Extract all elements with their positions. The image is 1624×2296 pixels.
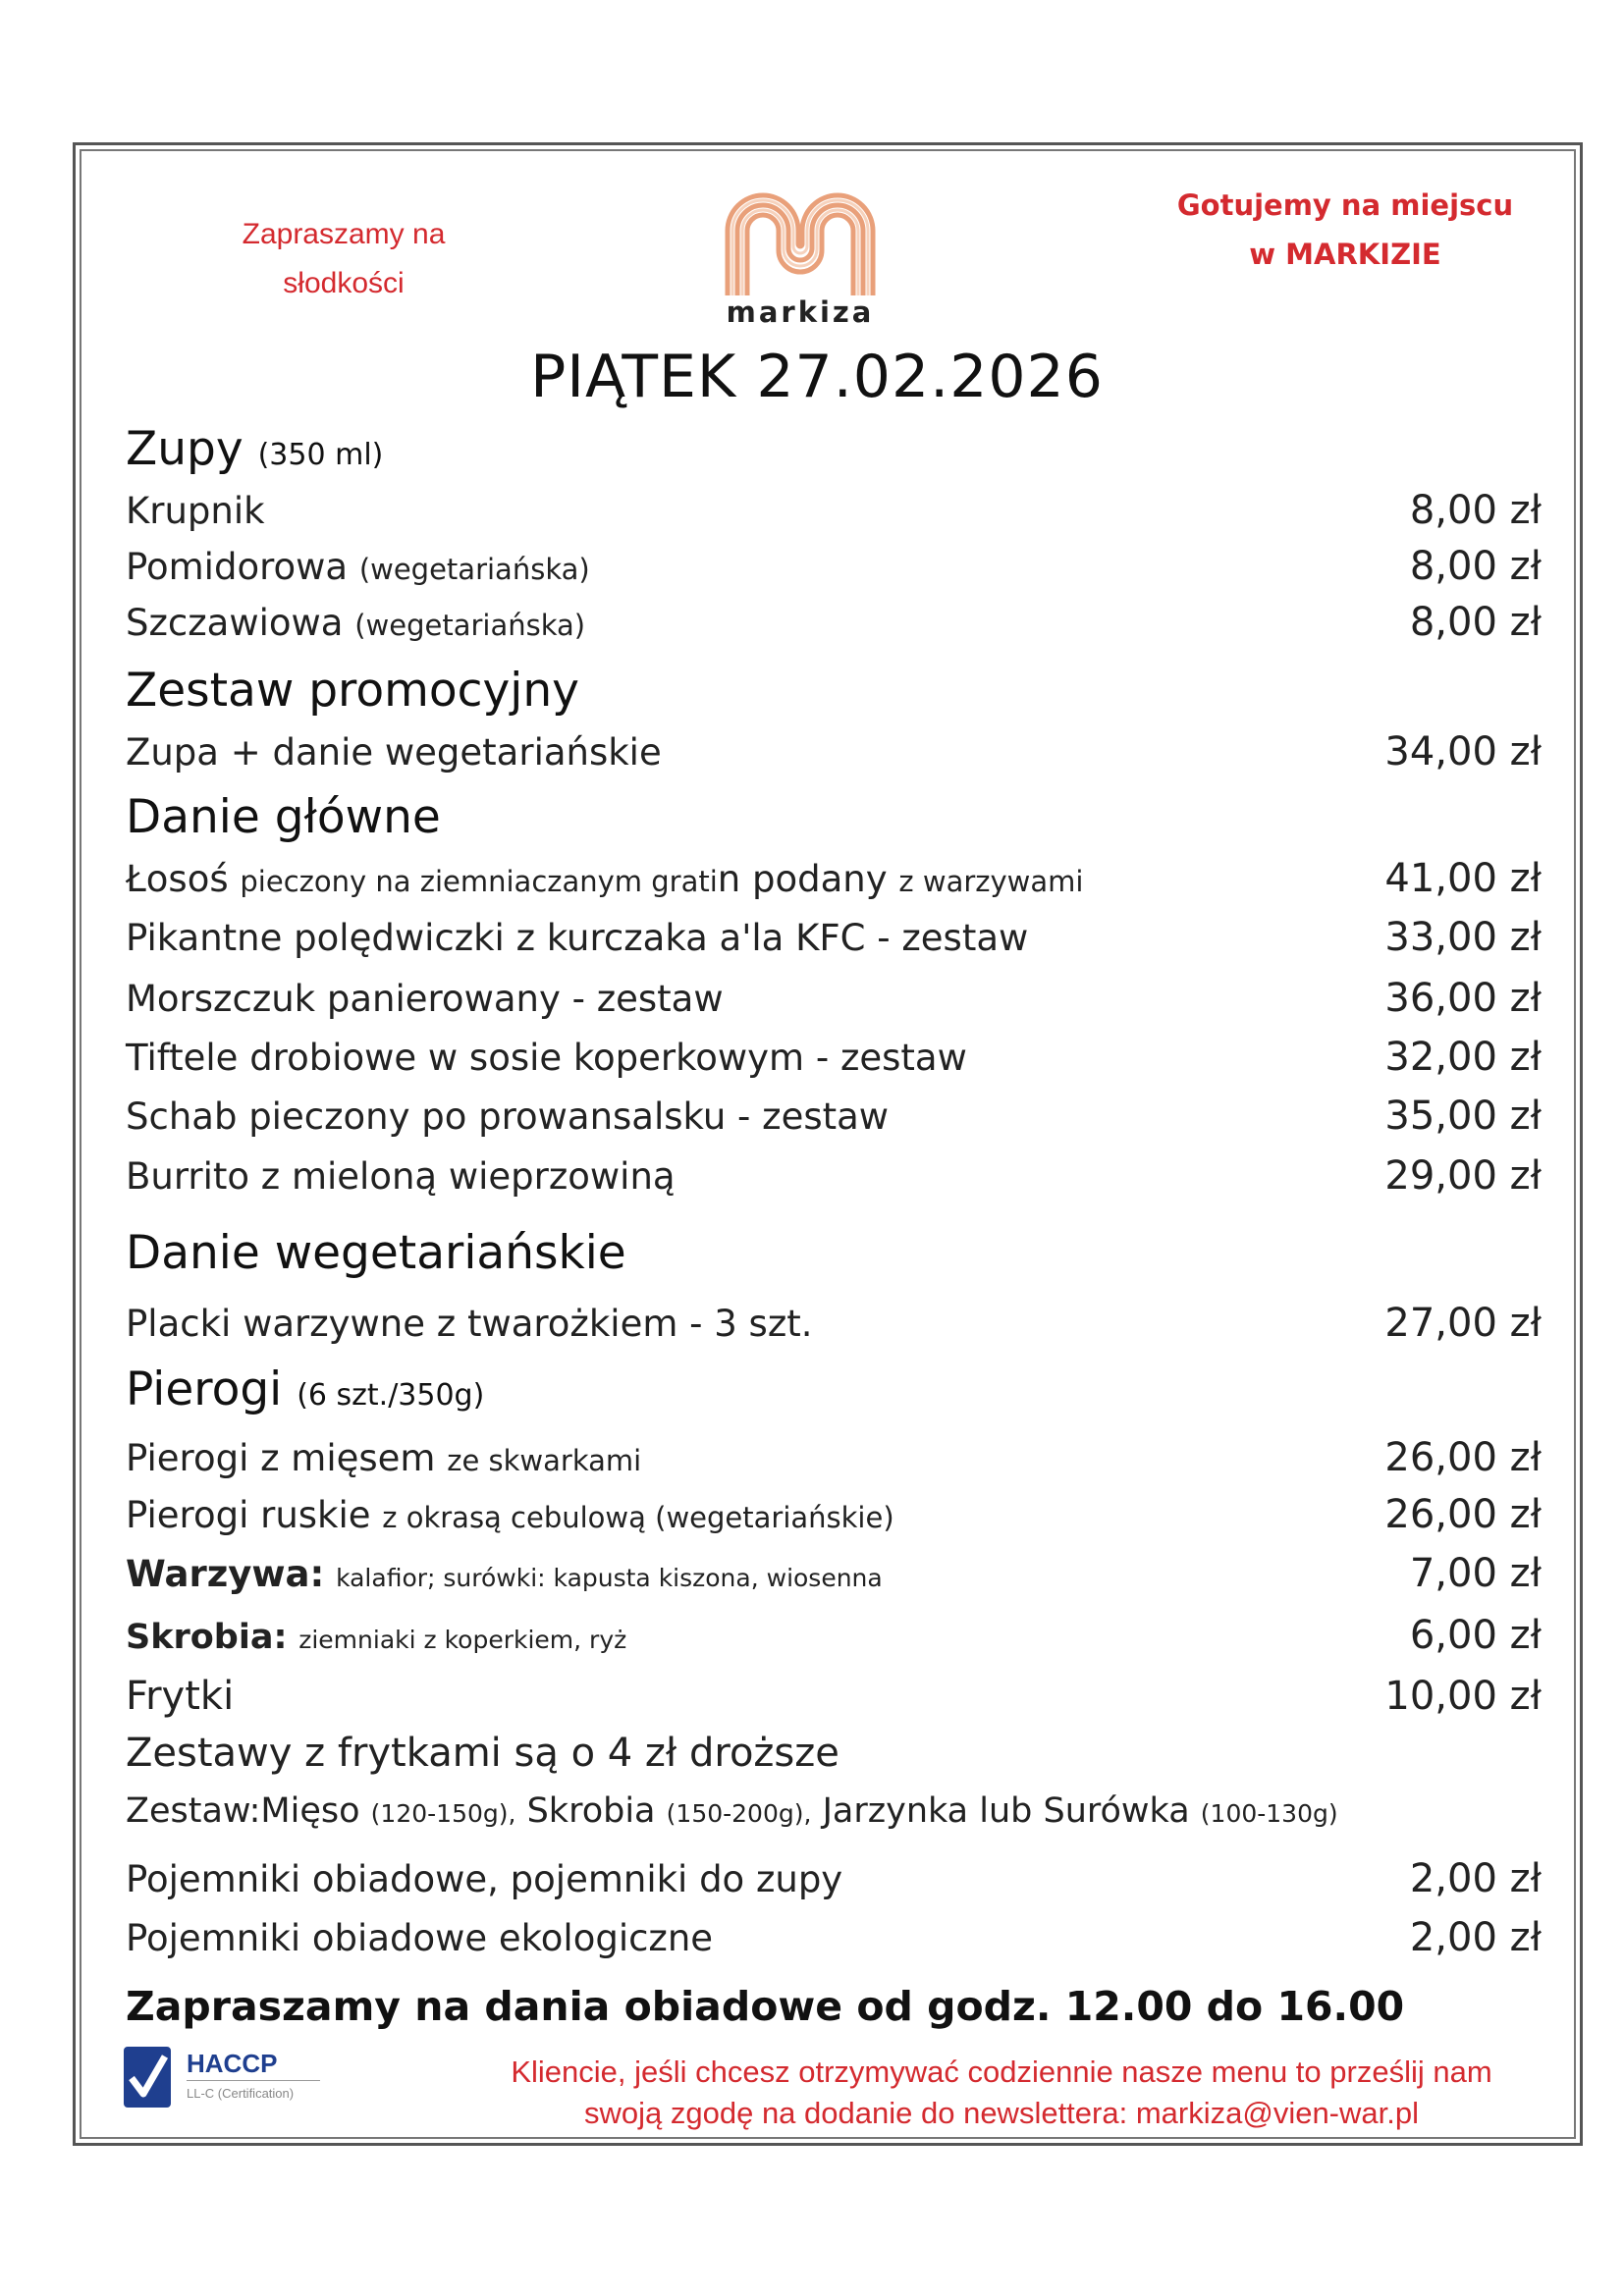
item-price: 7,00 zł	[1409, 1551, 1542, 1596]
menu-item	[126, 486, 1542, 535]
item-price: 6,00 zł	[1409, 1613, 1542, 1658]
item-name: Pojemniki obiadowe, pojemniki do zupy	[126, 1857, 843, 1900]
section-heading-pierogi	[126, 1364, 1542, 1414]
item-price: 35,00 zł	[1384, 1094, 1542, 1139]
set-meat: Zestaw:Mięso	[126, 1791, 360, 1831]
item-price: 32,00 zł	[1384, 1035, 1542, 1080]
section-title: Danie wegetariańskie	[126, 1225, 626, 1280]
item-price: 33,00 zł	[1384, 915, 1542, 960]
section-title: Zestaw promocyjny	[126, 663, 579, 718]
menu-item	[126, 913, 1542, 962]
set-starch: Skrobia	[526, 1791, 656, 1831]
opening-hours	[126, 1982, 1542, 2031]
menu-item	[126, 598, 1542, 647]
cooking-note-line-2: w MARKIZIE	[1249, 238, 1441, 271]
menu-item	[126, 1433, 1542, 1482]
menu-item	[126, 1092, 1542, 1141]
item-price: 8,00 zł	[1409, 544, 1542, 589]
set-veg-weight: (100-130g)	[1200, 1799, 1338, 1828]
item-note: (wegetariańska)	[354, 608, 586, 642]
set-starch-weight: (150-200g),	[666, 1799, 812, 1828]
sweets-note-line-1: Zapraszamy na	[242, 218, 446, 250]
section-subtitle: (350 ml)	[257, 437, 384, 472]
item-name: Schab pieczony po prowansalsku - zestaw	[126, 1095, 890, 1138]
item-note: (wegetariańska)	[358, 552, 590, 586]
item-note: kalafior; surówki: kapusta kiszona, wiosenna	[336, 1563, 883, 1592]
item-name: Pomidorowa	[126, 545, 349, 588]
menu-item	[126, 1490, 1542, 1539]
item-price: 41,00 zł	[1384, 856, 1542, 901]
haccp-subtitle: LL-C (Certification)	[187, 2086, 295, 2101]
checkmark-icon	[124, 2047, 171, 2108]
item-name: Tiftele drobiowe w sosie koperkowym - zestaw	[126, 1036, 967, 1079]
item-note: z warzywami	[898, 864, 1084, 898]
section-title: Pierogi	[126, 1362, 283, 1416]
opening-hours-text: Zapraszamy na dania obiadowe od godz. 12.00 do 16.00	[126, 1983, 1405, 2030]
item-name: Łosoś	[126, 857, 229, 900]
item-name: Pojemniki obiadowe ekologiczne	[126, 1916, 714, 1959]
item-name: Pierogi ruskie	[126, 1493, 371, 1536]
item-name: Krupnik	[126, 489, 265, 532]
haccp-badge	[124, 2047, 320, 2113]
menu-item	[126, 1299, 1542, 1348]
item-name: Warzywa:	[126, 1552, 325, 1595]
set-meat-weight: (120-150g),	[370, 1799, 516, 1828]
brand-name: markiza	[726, 295, 875, 329]
item-name: Szczawiowa	[126, 601, 344, 644]
section-heading-zestaw	[126, 663, 1542, 718]
menu-item	[126, 542, 1542, 591]
section-title: Danie główne	[126, 789, 441, 844]
item-price: 36,00 zł	[1384, 976, 1542, 1021]
menu-item	[126, 1033, 1542, 1082]
menu-item	[126, 1151, 1542, 1201]
item-name-cont: n podany	[717, 857, 888, 900]
item-name: Burrito z mieloną wieprzowiną	[126, 1154, 676, 1198]
note-text: Zestawy z frytkami są o 4 zł droższe	[126, 1731, 839, 1776]
item-name: Pikantne polędwiczki z kurczaka a'la KFC - zestaw	[126, 916, 1029, 959]
item-price: 27,00 zł	[1384, 1301, 1542, 1346]
markiza-m-logo-icon	[722, 189, 879, 295]
menu-item-frytki	[126, 1672, 1542, 1721]
haccp-title: HACCP	[187, 2049, 278, 2078]
item-name: Skrobia:	[126, 1617, 288, 1657]
item-price: 34,00 zł	[1384, 729, 1542, 774]
newsletter-line-2: swoją zgodę na dodanie do newslettera: markiza@vien-war.pl	[584, 2096, 1419, 2130]
fries-surcharge-note	[126, 1729, 1542, 1778]
item-name: Frytki	[126, 1674, 235, 1719]
menu-item-skrobia	[126, 1611, 1542, 1660]
item-name: Zupa + danie wegetariańskie	[126, 730, 662, 774]
cooking-note-line-1: Gotujemy na miejscu	[1176, 188, 1514, 222]
item-note: pieczony na ziemniaczanym grati	[240, 864, 718, 898]
item-price: 8,00 zł	[1409, 600, 1542, 645]
menu-item	[126, 974, 1542, 1023]
section-heading-glowne	[126, 789, 1542, 844]
section-subtitle: (6 szt./350g)	[297, 1377, 485, 1413]
set-composition-info	[126, 1787, 1542, 1836]
item-note: z okrasą cebulową (wegetariańskie)	[382, 1500, 894, 1534]
sweets-invitation-note	[177, 210, 511, 308]
set-veg: Jarzynka lub Surówka	[822, 1791, 1190, 1831]
section-title: Zupy	[126, 421, 244, 476]
item-note: ziemniaki z koperkiem, ryż	[298, 1625, 627, 1654]
item-price: 29,00 zł	[1384, 1153, 1542, 1199]
item-name: Placki warzywne z twarożkiem - 3 szt.	[126, 1302, 813, 1345]
item-price: 10,00 zł	[1384, 1674, 1542, 1719]
cooking-onsite-note	[1149, 181, 1542, 279]
item-name: Morszczuk panierowany - zestaw	[126, 977, 724, 1020]
section-heading-zupy	[126, 421, 1542, 476]
menu-item	[126, 727, 1542, 776]
menu-item-warzywa	[126, 1549, 1542, 1598]
menu-item	[126, 1913, 1542, 1962]
newsletter-note	[452, 2052, 1551, 2134]
sweets-note-line-2: słodkości	[283, 267, 405, 299]
item-name: Pierogi z mięsem	[126, 1436, 436, 1479]
item-price: 2,00 zł	[1409, 1856, 1542, 1901]
page-title: PIĄTEK 27.02.2026	[530, 343, 1104, 411]
haccp-divider	[187, 2080, 320, 2081]
item-price: 8,00 zł	[1409, 488, 1542, 533]
item-note: ze skwarkami	[447, 1443, 642, 1477]
item-price: 26,00 zł	[1384, 1492, 1542, 1537]
newsletter-line-1: Kliencie, jeśli chcesz otrzymywać codziennie nasze menu to prześlij nam	[511, 2055, 1492, 2089]
item-price: 26,00 zł	[1384, 1435, 1542, 1480]
section-heading-wege	[126, 1225, 1542, 1280]
menu-item	[126, 854, 1542, 903]
menu-item	[126, 1854, 1542, 1903]
item-price: 2,00 zł	[1409, 1915, 1542, 1960]
